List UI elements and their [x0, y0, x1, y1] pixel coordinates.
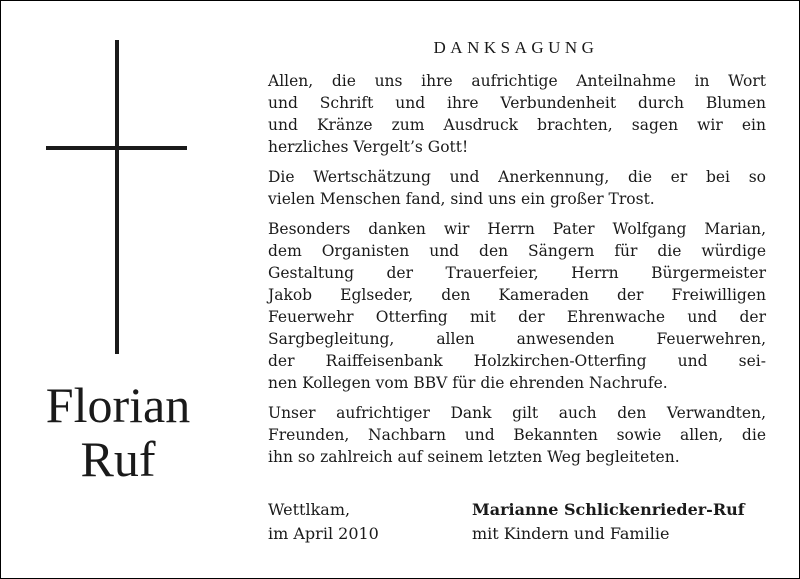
signature	[472, 498, 745, 546]
cross-icon-bar	[46, 146, 187, 150]
text-line: Jakob Eglseder, den Kameraden der Freiwilligen	[268, 286, 766, 304]
cross-icon	[115, 40, 119, 354]
deceased-first-name: Florian	[45, 377, 191, 433]
text-line: herzliches Vergelt’s Gott!	[268, 138, 469, 156]
text-line: ihn so zahlreich auf seinem letzten Weg begleiteten.	[268, 448, 680, 466]
place: Wettlkam,	[268, 500, 351, 519]
text-line: nen Kollegen vom BBV für die ehrenden Nachrufe.	[268, 374, 668, 392]
text-line: Besonders danken wir Herrn Pater Wolfgang Marian,	[268, 220, 766, 238]
text-line: Die Wertschätzung und Anerkennung, die er bei so	[268, 168, 766, 186]
place-date	[268, 498, 379, 546]
signer-note: mit Kindern und Familie	[472, 524, 670, 543]
paragraph	[268, 70, 766, 158]
text-line: Feuerwehr Otterfing mit der Ehrenwache und der	[268, 308, 766, 326]
notice-heading: DANKSAGUNG	[433, 38, 599, 57]
text-line: Freunden, Nachbarn und Bekannten sowie allen, die	[268, 426, 766, 444]
text-line: und Schrift und ihre Verbundenheit durch Blumen	[268, 94, 766, 112]
deceased-last-name: Ruf	[80, 431, 156, 487]
notice-body	[268, 70, 766, 476]
text-line: Gestaltung der Trauerfeier, Herrn Bürgermeister	[268, 264, 766, 282]
paragraph	[268, 218, 766, 394]
signer-name: Marianne Schlickenrieder-Ruf	[472, 500, 745, 519]
text-line: dem Organisten und den Sängern für die würdige	[268, 242, 766, 260]
text-line: vielen Menschen fand, sind uns ein großer Trost.	[268, 190, 655, 208]
text-line: Allen, die uns ihre aufrichtige Anteilnahme in Wort	[268, 72, 766, 90]
paragraph	[268, 166, 766, 210]
date: im April 2010	[268, 524, 379, 543]
text-line: Unser aufrichtiger Dank gilt auch den Verwandten,	[268, 404, 766, 422]
text-line: der Raiffeisenbank Holzkirchen-Otterfing und sei-	[268, 352, 766, 370]
text-line: und Kränze zum Ausdruck brachten, sagen wir ein	[268, 116, 766, 134]
text-line: Sargbegleitung, allen anwesenden Feuerwehren,	[268, 330, 766, 348]
paragraph	[268, 402, 766, 468]
